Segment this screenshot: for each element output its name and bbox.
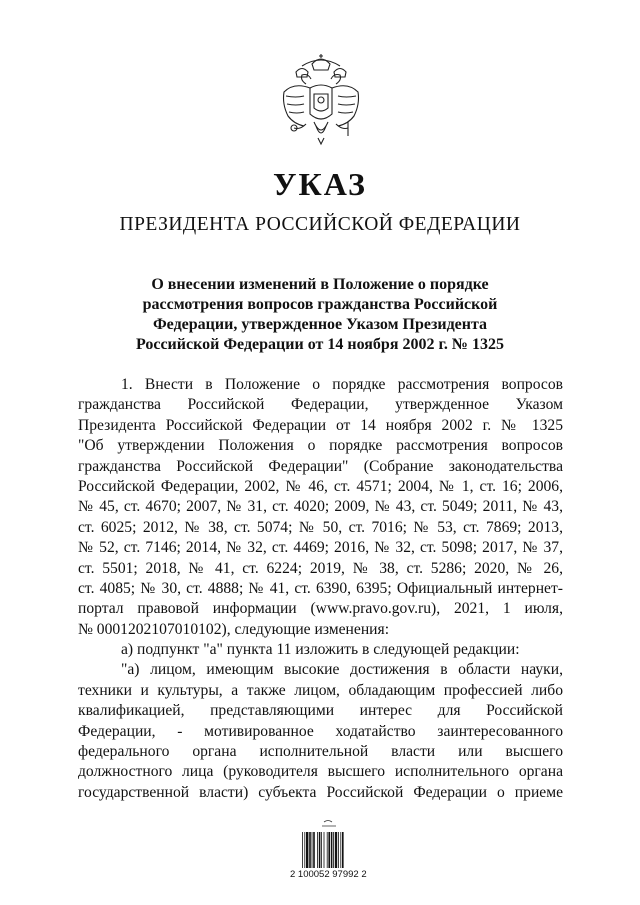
body-line: Российской Федерации, 2002, № 46, ст. 4571; 2004, № 1, ст. 16; 2006, [78,477,563,495]
body-line: № 52, ст. 7146; 2014, № 32, ст. 4469; 2016, № 32, ст. 5098; 2017, № 37, [78,539,563,557]
document-subtitle: ПРЕЗИДЕНТА РОССИЙСКОЙ ФЕДЕРАЦИИ [119,214,521,235]
barcode-icon [300,818,360,870]
subject-line: Российской Федерации от 14 ноября 2002 г. № 1325 [135,336,505,353]
body-line: гражданства Российской Федерации" (Собрание законодательства [78,457,563,475]
body-line: гражданства Российской Федерации, утвержденное Указом [78,396,563,414]
body-line: портал правовой информации (www.pravo.gov.ru), 2021, 1 июля, [78,600,563,618]
body-line: № 45, ст. 4670; 2007, № 31, ст. 4020; 2009, № 43, ст. 5049; 2011, № 43, [78,498,563,516]
decree-subject [90,275,550,355]
body-line: Президента Российской Федерации от 14 ноября 2002 г. № 1325 [78,416,563,434]
subject-line: Федерации, утвержденное Указом Президента [152,316,488,333]
body-line: квалификацией, представляющими интерес для Российской [78,702,563,720]
body-line: "Об утверждении Положения о порядке рассмотрения вопросов [78,437,563,455]
body-line: ст. 5501; 2018, № 41, ст. 6224; 2019, № 38, ст. 5286; 2020, № 26, [78,559,563,577]
body-line: федерального органа исполнительной власти или высшего [78,743,563,761]
body-line: "а) лицом, имеющим высокие достижения в области науки, [121,661,563,679]
body-line: а) подпункт "а" пункта 11 изложить в следующей редакции: [121,641,520,659]
subject-line: рассмотрения вопросов гражданства Российской [142,296,498,313]
subject-line: О внесении изменений в Положение о порядке [151,276,489,293]
barcode-number: 2 100052 97992 2 [290,869,367,880]
document-title: УКАЗ [273,166,367,202]
body-line: техники и культуры, а также лицом, обладающим профессией либо [78,681,563,699]
body-line: № 0001202107010102), следующие изменения: [78,620,390,638]
body-line: ст. 4085; № 30, ст. 4888; № 41, ст. 6390, 6395; Официальный интернет- [78,579,563,597]
body-line: должностного лица (руководителя высшего исполнительного органа [78,763,563,781]
body-line: Федерации, - мотивированное ходатайство заинтересованного [78,722,563,740]
body-line: ст. 6025; 2012, № 38, ст. 5074; № 50, ст. 7016; № 53, ст. 7869; 2013, [78,518,563,536]
decree-body [78,375,563,803]
body-line: 1. Внести в Положение о порядке рассмотрения вопросов [121,376,563,393]
body-line: государственной власти) субъекта Российской Федерации о приеме [78,783,563,801]
russian-coat-of-arms-icon [276,52,366,152]
